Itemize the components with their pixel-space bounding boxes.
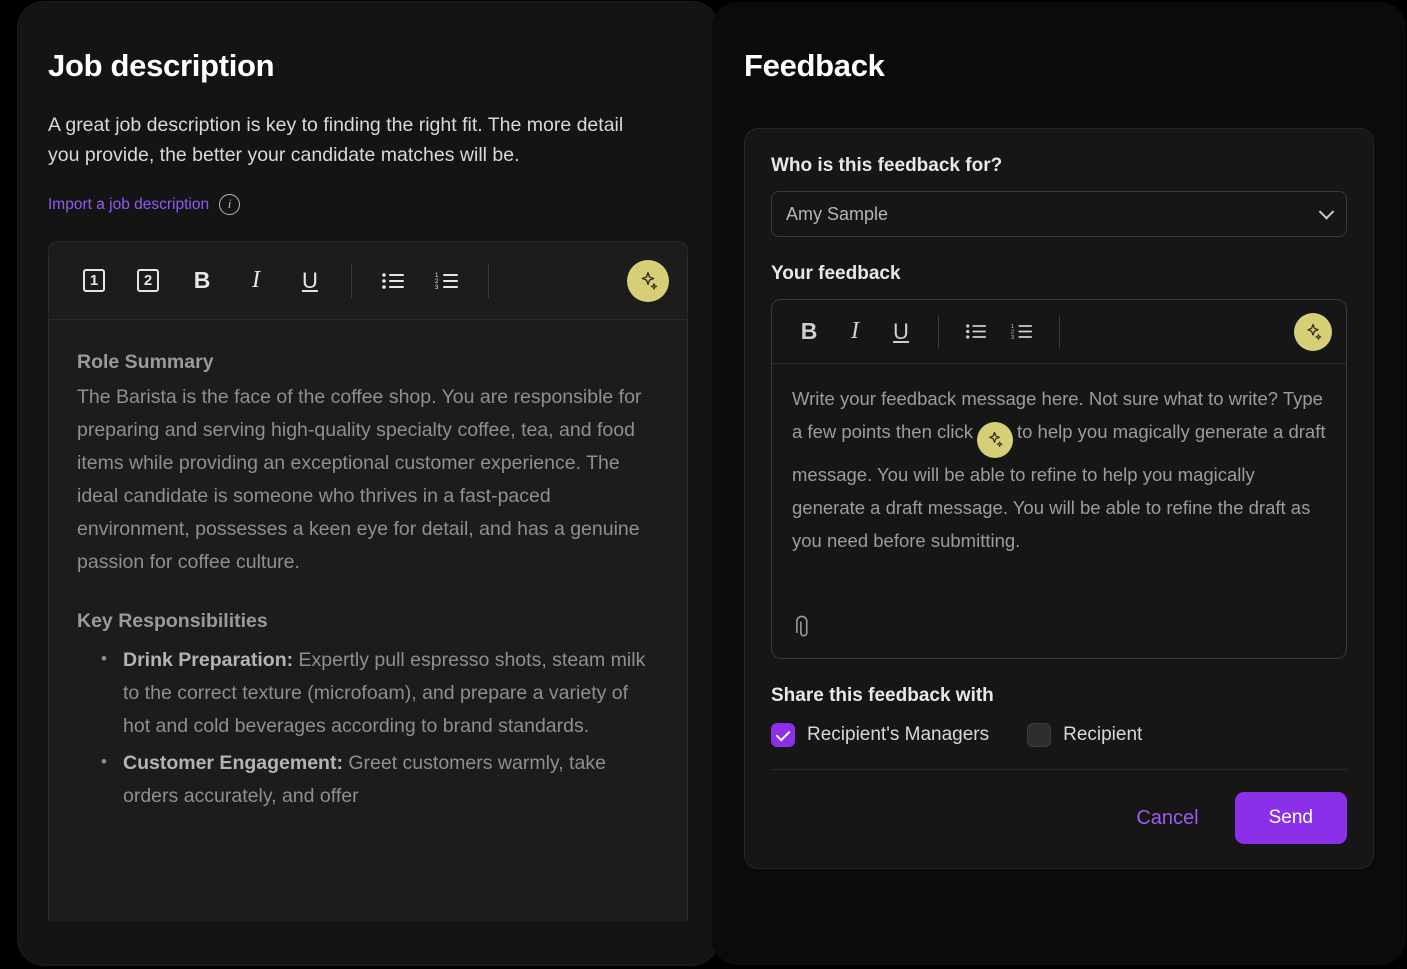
- section-heading-key-responsibilities: Key Responsibilities: [77, 610, 268, 632]
- checkbox-label: Recipient's Managers: [807, 724, 990, 745]
- checkbox-box-unchecked[interactable]: [1027, 723, 1051, 747]
- numbered-list-icon[interactable]: [420, 258, 474, 304]
- feedback-underline-button[interactable]: U: [893, 318, 909, 344]
- feedback-toolbar-divider-2: [1059, 315, 1060, 349]
- feedback-textarea[interactable]: [772, 364, 1346, 604]
- section-body-role-summary: The Barista is the face of the coffee shop. You are responsible for preparing and serving high-quality specialty coffee, tea, and food items while providing an exceptional customer experience. The ideal candidate is someone who thrives in a fast-paced environment, possesses a keen eye for detail, and has a genuine passion for coffee culture.: [77, 386, 642, 573]
- list-item-text: Expertly pull espresso shots, steam milk to the correct texture (microfoam), and prepare a variety of hot and cold beverages according to brand standards.: [123, 649, 646, 737]
- heading-1-button[interactable]: [67, 258, 121, 304]
- list-item-text: Greet customers warmly, take orders accurately, and offer: [123, 752, 606, 807]
- svg-text:3: 3: [435, 284, 439, 290]
- recipient-selected-value: Amy Sample: [786, 203, 889, 224]
- toolbar-divider: [351, 264, 352, 298]
- recipient-select[interactable]: [771, 191, 1347, 237]
- checkbox-label: Recipient: [1063, 724, 1143, 745]
- feedback-form-card: [744, 128, 1374, 869]
- heading-1-label: 1: [83, 269, 105, 292]
- import-row: [48, 194, 688, 215]
- heading-2-label: 2: [137, 269, 159, 292]
- checkbox-box-checked[interactable]: [771, 723, 795, 747]
- underline-button[interactable]: U: [302, 267, 318, 293]
- job-description-editor: [48, 241, 688, 921]
- bulleted-list-icon[interactable]: [366, 258, 420, 304]
- list-item: [95, 747, 659, 813]
- cancel-button[interactable]: Cancel: [1122, 797, 1212, 840]
- import-job-description-link[interactable]: Import a job description: [48, 195, 210, 213]
- job-description-content[interactable]: [49, 320, 687, 813]
- svg-text:1: 1: [1011, 323, 1015, 330]
- feedback-label: Your feedback: [771, 263, 901, 284]
- toolbar-divider-2: [488, 264, 489, 298]
- share-checkbox-group: [771, 723, 1347, 747]
- bold-button[interactable]: B: [193, 267, 211, 293]
- send-button[interactable]: Send: [1235, 792, 1347, 844]
- section-heading-role-summary: Role Summary: [77, 351, 214, 373]
- inline-ai-sparkle-icon[interactable]: [977, 422, 1013, 458]
- feedback-numbered-list-icon[interactable]: [999, 312, 1045, 352]
- svg-text:2: 2: [1011, 329, 1015, 336]
- list-item-term: Drink Preparation:: [123, 649, 294, 671]
- feedback-editor: [771, 299, 1347, 659]
- share-feedback-label: Share this feedback with: [771, 685, 994, 706]
- chevron-down-icon: [1319, 204, 1335, 220]
- form-actions: [771, 792, 1347, 844]
- job-description-intro: A great job description is key to finding the right fit. The more detail you provide, the better your candidate matches will be.: [48, 114, 624, 166]
- feedback-toolbar: [772, 300, 1346, 364]
- feedback-placeholder-part1: Write your feedback message here. Not sure what to write? Type a few points then click: [792, 388, 1323, 442]
- page-title: Job description: [48, 48, 275, 83]
- feedback-placeholder-part2: to help you magically generate a draft message. You will be able to refine to help you magically generate a draft message. You will be able to refine the draft as you need before submitting.: [792, 421, 1326, 551]
- heading-2-button[interactable]: [121, 258, 175, 304]
- feedback-bold-button[interactable]: B: [800, 318, 818, 344]
- list-item-term: Customer Engagement:: [123, 752, 343, 774]
- ai-sparkle-icon[interactable]: [627, 260, 669, 302]
- feedback-italic-button[interactable]: I: [851, 318, 859, 344]
- feedback-toolbar-divider: [938, 315, 939, 349]
- job-description-panel: [18, 2, 718, 965]
- svg-text:3: 3: [1011, 334, 1015, 340]
- italic-button[interactable]: I: [252, 267, 260, 293]
- editor-toolbar: [49, 242, 687, 320]
- checkbox-recipient[interactable]: [1027, 723, 1142, 747]
- feedback-editor-footer: [772, 604, 1346, 658]
- feedback-bulleted-list-icon[interactable]: [953, 312, 999, 352]
- paperclip-icon[interactable]: [785, 612, 823, 650]
- recipient-label: Who is this feedback for?: [771, 155, 1003, 176]
- responsibility-list: [77, 644, 659, 813]
- svg-text:1: 1: [435, 272, 439, 279]
- checkbox-recipients-managers[interactable]: [771, 723, 989, 747]
- info-icon[interactable]: i: [219, 194, 240, 215]
- feedback-title: Feedback: [744, 48, 885, 83]
- form-divider: [771, 769, 1347, 770]
- feedback-panel: [712, 2, 1406, 965]
- feedback-ai-sparkle-icon[interactable]: [1294, 313, 1332, 351]
- list-item: [95, 644, 659, 743]
- svg-text:2: 2: [435, 278, 439, 285]
